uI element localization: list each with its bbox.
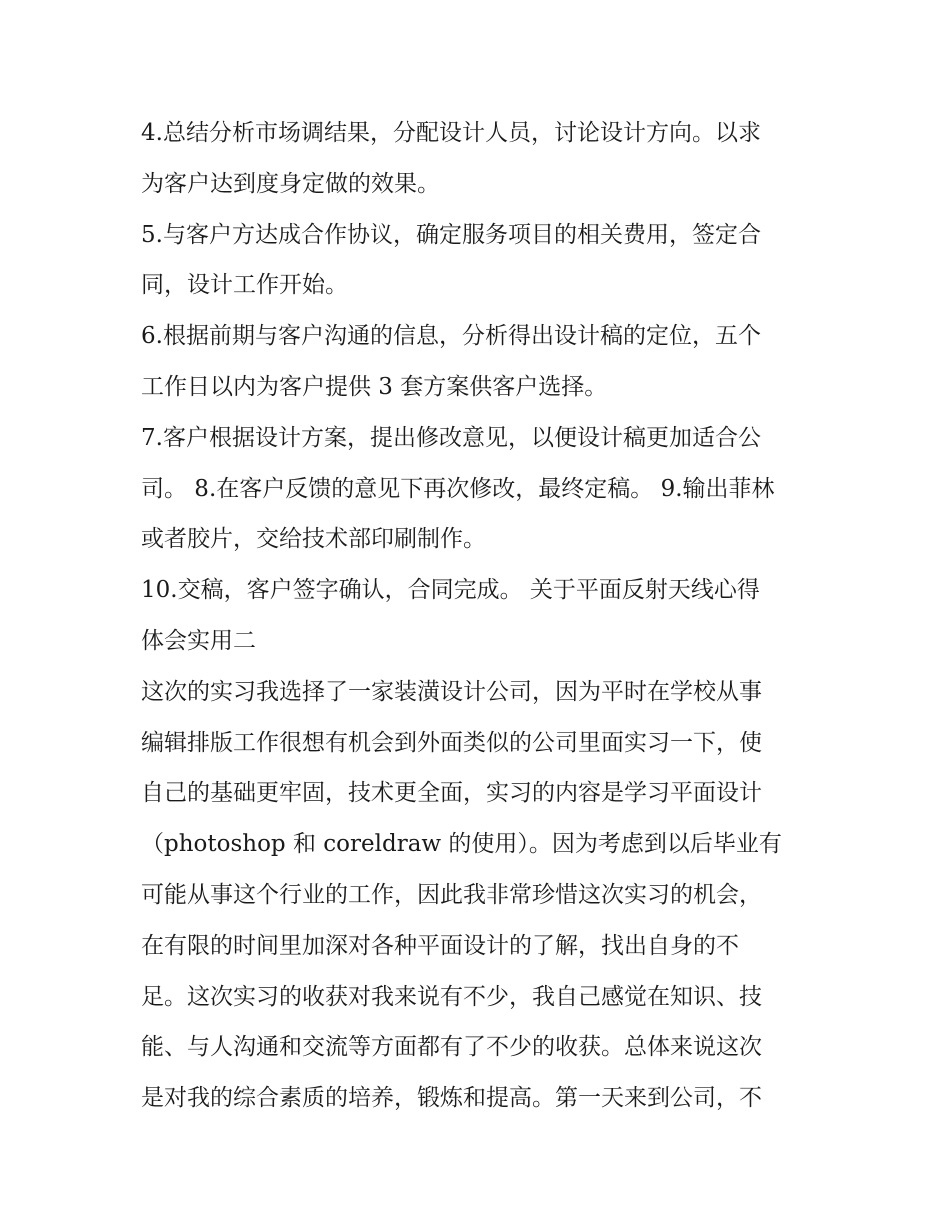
- text-line: 7.客户根据设计方案，提出修改意见，以便设计稿更加适合公: [141, 424, 761, 451]
- text-line: 体会实用二: [141, 627, 256, 654]
- text-line: 10.交稿，客户签字确认，合同完成。 关于平面反射天线心得: [141, 577, 760, 604]
- text-line: 是对我的综合素质的培养，锻炼和提高。第一天来到公司，不: [141, 1085, 762, 1112]
- text-line: 或者胶片，交给技术部印刷制作。: [141, 526, 486, 553]
- text-line: 编辑排版工作很想有机会到外面类似的公司里面实习一下，使: [141, 729, 762, 756]
- text-line: 在有限的时间里加深对各种平面设计的了解，找出自身的不: [141, 932, 739, 959]
- body-text: [141, 108, 821, 1124]
- text-line: 6.根据前期与客户沟通的信息，分析得出设计稿的定位，五个: [141, 323, 761, 350]
- text-line: 同，设计工作开始。: [141, 272, 348, 299]
- text-line: 自己的基础更牢固，技术更全面，实习的内容是学习平面设计: [141, 780, 762, 807]
- text-line: 工作日以内为客户提供 3 套方案供客户选择。: [141, 373, 608, 400]
- text-line: 能、与人沟通和交流等方面都有了不少的收获。总体来说这次: [141, 1034, 762, 1061]
- text-line: 4.总结分析市场调结果，分配设计人员，讨论设计方向。以求: [141, 120, 761, 146]
- text-line: 这次的实习我选择了一家装潢设计公司，因为平时在学校从事: [141, 678, 762, 705]
- text-line: 为客户达到度身定做的效果。: [141, 170, 440, 197]
- text-line: 可能从事这个行业的工作，因此我非常珍惜这次实习的机会，: [141, 881, 762, 908]
- text-line: （photoshop 和 coreldraw 的使用）。因为考虑到以后毕业有: [141, 831, 782, 858]
- text-line: 司。 8.在客户反馈的意见下再次修改，最终定稿。 9.输出菲林: [141, 475, 775, 502]
- text-line: 足。这次实习的收获对我来说有不少，我自己感觉在知识、技: [141, 983, 762, 1010]
- text-line: 5.与客户方达成合作协议，确定服务项目的相关费用，签定合: [141, 221, 761, 248]
